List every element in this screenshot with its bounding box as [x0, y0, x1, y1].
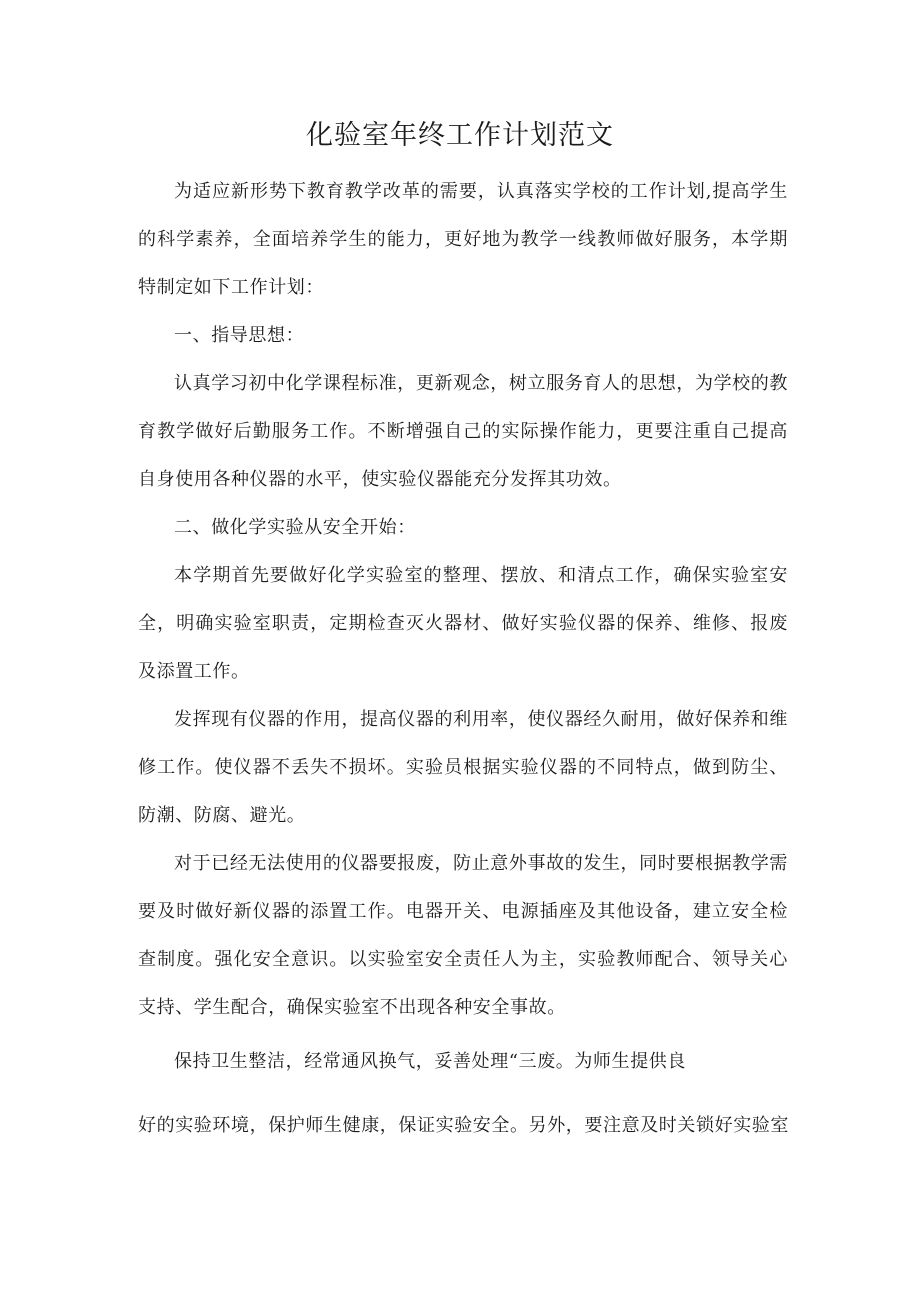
- paragraph-guiding-ideology: 认真学习初中化学课程标准，更新观念，树立服务育人的思想，为学校的教育教学做好后勤服务工作。不断增强自己的实际操作能力，更要注重自己提高自身使用各种仪器的水平，使实验仪器能充分发挥其功效。: [138, 373, 788, 490]
- document-body: [138, 168, 788, 1150]
- heading-guiding-ideology: 一、指导思想：: [174, 325, 305, 346]
- paragraph-hygiene-continued: 好的实验环境，保护师生健康，保证实验安全。另外，要注意及时关锁好实验室: [138, 1115, 789, 1136]
- paragraph-safety-2: 发挥现有仪器的作用，提高仪器的利用率，使仪器经久耐用，做好保养和维修工作。使仪器不丢失不损坏。实验员根据实验仪器的不同特点，做到防尘、防潮、防腐、避光。: [138, 709, 788, 826]
- paragraph-safety-1: 本学期首先要做好化学实验室的整理、摆放、和清点工作，确保实验室安全，明确实验室职责，定期检查灭火器材、做好实验仪器的保养、维修、报废及添置工作。: [138, 565, 788, 682]
- paragraph-hygiene-start: 保持卫生整洁，经常通风换气，妥善处理“三废。为师生提供良: [174, 1051, 686, 1072]
- paragraph-safety-3: 对于已经无法使用的仪器要报废，防止意外事故的发生，同时要根据教学需要及时做好新仪器的添置工作。电器开关、电源插座及其他设备，建立安全检查制度。强化安全意识。以实验室安全责任人为主，实验教师配合、领导关心支持、学生配合，确保实验室不出现各种安全事故。: [138, 853, 788, 1018]
- heading-safety: 二、做化学实验从安全开始：: [174, 517, 416, 538]
- paragraph-intro: 为适应新形势下教育教学改革的需要，认真落实学校的工作计划,提高学生的科学素养，全面培养学生的能力，更好地为教学一线教师做好服务，本学期特制定如下工作计划：: [138, 181, 788, 298]
- document-title: 化验室年终工作计划范文: [306, 120, 614, 151]
